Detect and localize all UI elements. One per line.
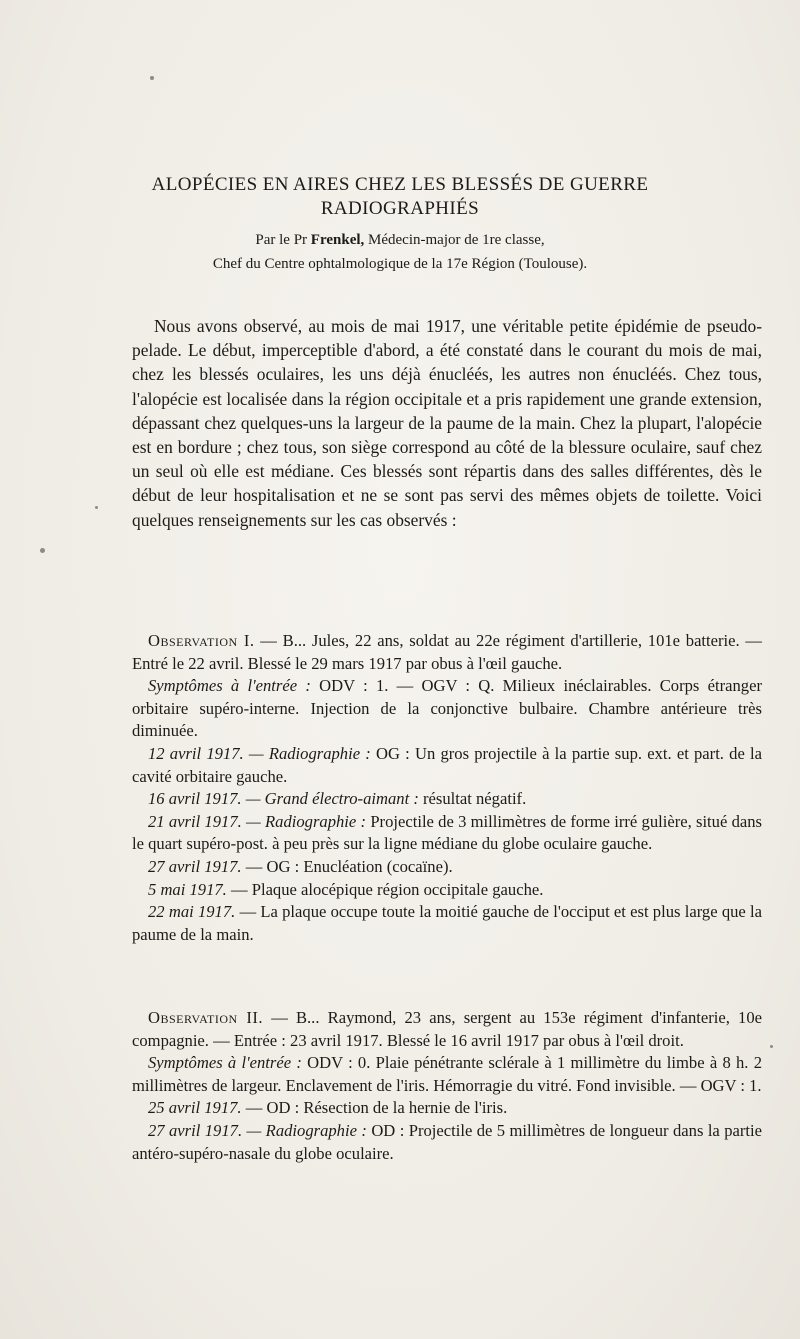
entry-label: 27 avril 1917. — Radiographie : bbox=[148, 1120, 367, 1140]
speck-mark bbox=[95, 506, 98, 509]
author-name: Frenkel, bbox=[310, 232, 365, 248]
entry-text: OD : Projectile de 5 millimètres de longueur dans la partie antéro-supéro-nasale du globe oculaire. bbox=[132, 1120, 762, 1163]
observation-entry bbox=[132, 1052, 762, 1097]
entry-label: 12 avril 1917. — Radiographie : bbox=[148, 743, 371, 763]
entry-text: résultat négatif. bbox=[423, 789, 527, 809]
intro-section bbox=[132, 314, 762, 532]
entry-label: 21 avril 1917. — Radiographie : bbox=[148, 811, 367, 831]
observation-entry bbox=[132, 811, 762, 856]
speck-mark bbox=[770, 1045, 773, 1048]
entry-text: — La plaque occupe toute la moitié gauche de l'occiput et est plus large que la paume de la main. bbox=[132, 902, 762, 944]
observation-intro: — B... Raymond, 23 ans, sergent au 153e régiment d'infanterie, 10e compagnie. — Entrée : 23 avril 1917. Blessé le 16 avril 1917 par obus à l'œil droit. bbox=[132, 1008, 763, 1050]
observation-paragraph bbox=[132, 630, 762, 675]
intro-paragraph: Nous avons observé, au mois de mai 1917, une véritable petite épidémie de pseudo-pelade. Le début, imperceptible d'abord, a été constaté dans le courant du mois de mai, chez les blessés oculaires, les uns déjà énucléés, les autres non énucléés. Chez tous, l'alopécie est localisée dans la région occipitale et a pris rapidement une grande extension, dépassant chez quelques-uns la largeur de la paume de la main. Chez la plupart, l'alopécie est en bordure ; chez tous, son siège correspond au côté de la blessure oculaire, sauf chez un seul où elle est médiane. Ces blessés sont répartis dans des salles différentes, dès le début de leur hospitalisation et ne se sont pas servi des mêmes objets de toilette. Voici quelques renseignements sur les cas observés : bbox=[132, 316, 762, 530]
entry-text: — Plaque alocépique région occipitale gauche. bbox=[230, 879, 544, 899]
speck-mark bbox=[40, 548, 45, 553]
entry-text: — OD : Résection de la hernie de l'iris. bbox=[245, 1098, 508, 1118]
entry-label: Symptômes à l'entrée : bbox=[148, 1053, 302, 1073]
observation-entry bbox=[132, 788, 762, 811]
entry-text: OG : Un gros projectile à la partie sup. ext. et part. de la cavité orbitaire gauche. bbox=[132, 743, 762, 786]
observation-entry bbox=[132, 675, 762, 743]
observation-2 bbox=[132, 1007, 762, 1165]
speck-mark bbox=[150, 76, 154, 80]
author-rank: Médecin-major de 1re classe, bbox=[368, 232, 545, 248]
entry-label: 25 avril 1917. bbox=[148, 1098, 242, 1118]
entry-text: ODV : 0. Plaie pénétrante sclérale à 1 millimètre du limbe à 8 h. 2 millimètres de largeur. Enclavement de l'iris. Hémorragie du vitré. Fond invisible. — OGV : 1. bbox=[132, 1053, 763, 1095]
article-title: ALOPÉCIES EN AIRES CHEZ LES BLESSÉS DE GUERRE bbox=[151, 174, 649, 195]
observation-entry bbox=[132, 743, 762, 788]
author-affiliation: Chef du Centre ophtalmologique de la 17e Région (Toulouse). bbox=[212, 256, 588, 272]
observation-entry bbox=[132, 879, 762, 902]
entry-label: 5 mai 1917. bbox=[148, 879, 227, 899]
entry-label: 27 avril 1917. bbox=[148, 856, 242, 876]
observation-paragraph bbox=[132, 1007, 762, 1052]
entry-text: Projectile de 3 millimètres de forme irré gulière, situé dans le quart supéro-post. à peu près sur la ligne médiane du globe oculaire gauche. bbox=[132, 811, 762, 854]
observation-entry bbox=[132, 1097, 762, 1120]
article-subtitle: RADIOGRAPHIÉS bbox=[320, 198, 480, 219]
entry-text: — OG : Enucléation (cocaïne). bbox=[245, 856, 453, 876]
observation-intro: — B... Jules, 22 ans, soldat au 22e régiment d'artillerie, 101e batterie. — Entré le 22 avril. Blessé le 29 mars 1917 par obus à l'œil gauche. bbox=[132, 631, 762, 673]
observation-heading: Observation I. bbox=[148, 631, 255, 650]
observation-entry bbox=[132, 1120, 762, 1165]
observation-entry bbox=[132, 901, 762, 946]
entry-label: Symptômes à l'entrée : bbox=[148, 676, 311, 696]
entry-label: 16 avril 1917. — Grand électro-aimant : bbox=[148, 789, 419, 809]
observation-entry bbox=[132, 856, 762, 879]
byline-prefix: Par le Pr bbox=[255, 232, 308, 248]
observation-1 bbox=[132, 630, 762, 946]
entry-label: 22 mai 1917. bbox=[148, 902, 236, 922]
entry-text: ODV : 1. — OGV : Q. Milieux inéclairables. Corps étranger orbitaire supéro-interne. Injection de la conjonctive bulbaire. Chambre antérieure très diminuée. bbox=[132, 676, 762, 741]
byline bbox=[0, 232, 800, 249]
observation-heading: Observation II. bbox=[148, 1008, 264, 1027]
